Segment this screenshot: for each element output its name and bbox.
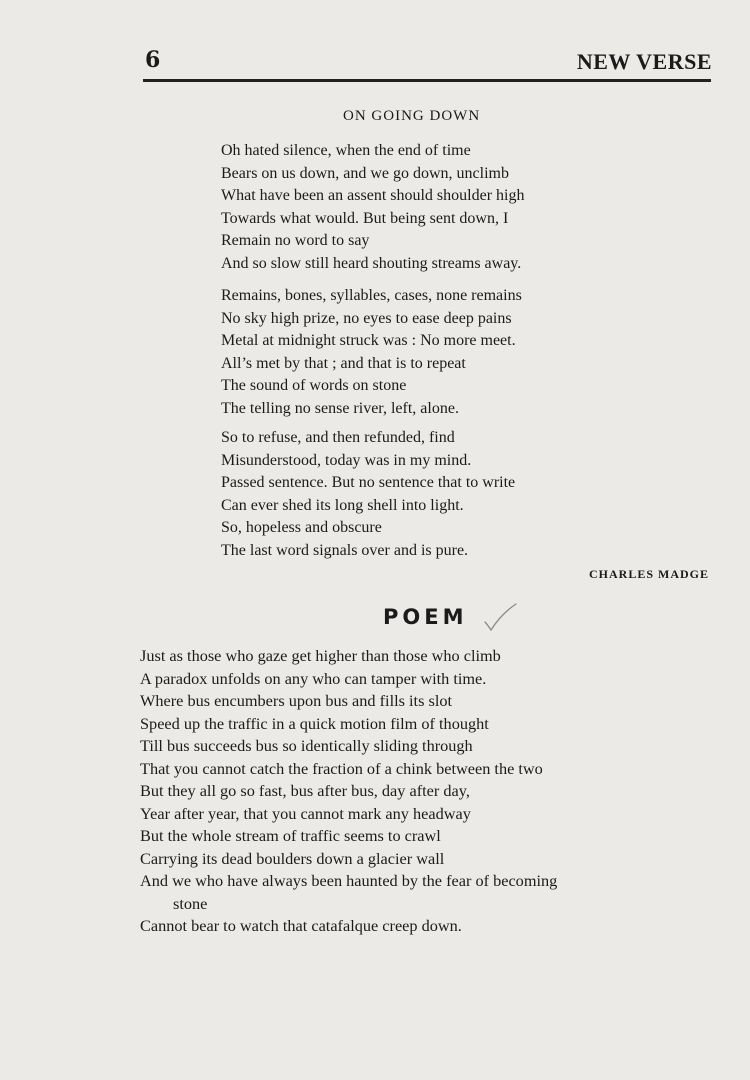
pencil-checkmark-icon [482, 602, 518, 634]
poem-line: All’s met by that ; and that is to repeat [221, 354, 466, 372]
poem-line: Passed sentence. But no sentence that to write [221, 474, 516, 491]
poem-line-continuation: stone [173, 893, 208, 913]
header-rule [143, 79, 711, 82]
poem-line: What have been an assent should shoulder high [221, 187, 525, 204]
poem-title-poem: POEM [383, 605, 468, 629]
poem-line: The last word signals over and is pure. [221, 541, 469, 559]
poem-title-on-going-down: ON GOING DOWN [343, 108, 481, 124]
poem-line: And we who have always been haunted by the fear of becoming [140, 871, 558, 890]
poem-line: Year after year, that you cannot mark any headway [140, 803, 471, 823]
poem-line: Oh hated silence, when the end of time [221, 142, 471, 159]
poem-line: The sound of words on stone [221, 377, 407, 394]
poem-line: So, hopeless and obscure [221, 519, 382, 536]
author-name: CHARLES MADGE [588, 567, 709, 581]
poem-line: Remains, bones, syllables, cases, none remains [221, 287, 522, 304]
poem-line: Just as those who gaze get higher than those who climb [140, 646, 501, 665]
poem-line: Towards what would. But being sent down, I [221, 209, 509, 227]
poem-line: That you cannot catch the fraction of a chink between the two [140, 758, 543, 778]
stanza-2 [221, 285, 522, 420]
poem-body [140, 645, 720, 938]
poem-line: No sky high prize, no eyes to ease deep pains [221, 309, 512, 327]
poem-line: A paradox unfolds on any who can tamper with time. [140, 668, 487, 688]
poem-line: Bears on us down, and we go down, unclimb [221, 164, 509, 182]
poem-line: The telling no sense river, left, alone. [221, 399, 459, 417]
running-title: NEW VERSE [576, 49, 712, 74]
page-number: 6 [145, 47, 161, 73]
poem-line: Till bus succeeds bus so identically sliding through [140, 736, 473, 755]
poem-line: Can ever shed its long shell into light. [221, 496, 464, 514]
poem-line: Metal at midnight struck was : No more meet. [221, 332, 516, 349]
poem-line: Speed up the traffic in a quick motion film of thought [140, 713, 489, 733]
poem-line: Where bus encumbers upon bus and fills its slot [140, 691, 453, 710]
poem-line: But the whole stream of traffic seems to crawl [140, 826, 441, 845]
poem-line: Carrying its dead boulders down a glacier wall [140, 848, 445, 868]
poem-line: And so slow still heard shouting streams away. [221, 254, 522, 272]
poem-line: So to refuse, and then refunded, find [221, 429, 455, 446]
poem-line: Misunderstood, today was in my mind. [221, 451, 472, 469]
poem-line: Remain no word to say [221, 232, 370, 249]
stanza-3 [221, 427, 515, 562]
poem-line: Cannot bear to watch that catafalque creep down. [140, 916, 462, 935]
stanza-1 [221, 140, 524, 275]
poem-line: But they all go so fast, bus after bus, day after day, [140, 781, 470, 800]
